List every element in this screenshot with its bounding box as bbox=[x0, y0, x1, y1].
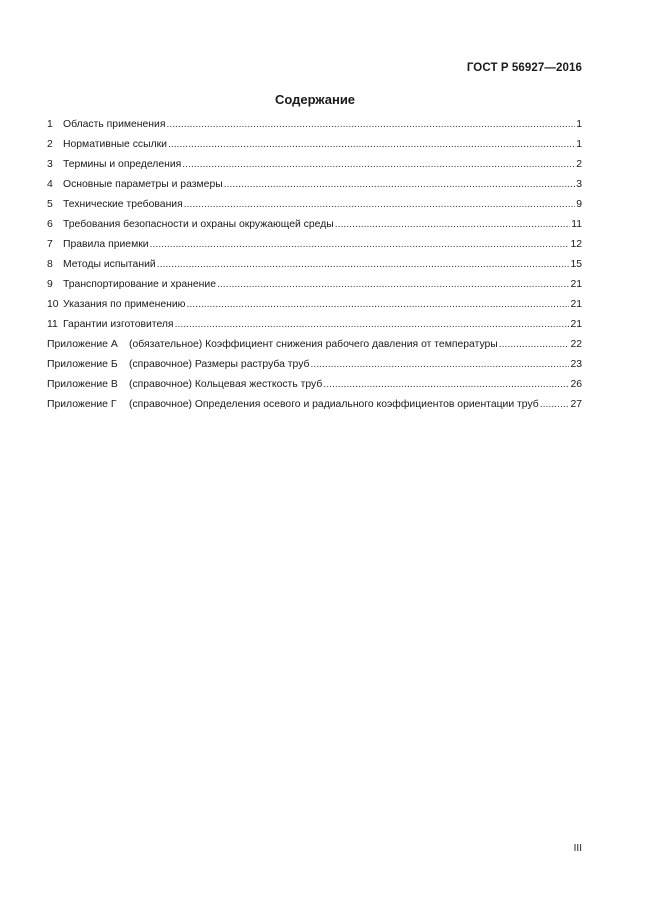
toc-entry[interactable] bbox=[47, 317, 582, 337]
toc-entry-title: Указания по применению bbox=[63, 299, 186, 310]
toc-entry-page: 21 bbox=[570, 299, 582, 310]
toc-entry-page: 12 bbox=[570, 239, 582, 250]
toc-leader-dots bbox=[224, 177, 576, 192]
toc-entry-title: (обязательное) Коэффициент снижения рабочего давления от температуры bbox=[129, 339, 498, 350]
toc-entry-page: 21 bbox=[570, 279, 582, 290]
toc-entry-page: 27 bbox=[570, 399, 582, 410]
toc-entry-page: 21 bbox=[570, 319, 582, 330]
toc-entry-title: (справочное) Размеры раструба труб bbox=[129, 359, 310, 370]
toc-entry-number: 7 bbox=[47, 239, 53, 250]
toc-appendix-label: Приложение Б bbox=[47, 359, 118, 370]
toc-entry-page: 15 bbox=[570, 259, 582, 270]
toc-appendix-label: Приложение В bbox=[47, 379, 118, 390]
page-number: III bbox=[573, 843, 582, 854]
toc-entry-number: 1 bbox=[47, 119, 53, 130]
toc-entry-number: 10 bbox=[47, 299, 59, 310]
toc-entry[interactable] bbox=[47, 297, 582, 317]
toc-entry-title: Нормативные ссылки bbox=[63, 139, 167, 150]
toc-entry[interactable] bbox=[47, 137, 582, 157]
toc-entry-page: 11 bbox=[571, 219, 582, 230]
toc-entry-number: 3 bbox=[47, 159, 53, 170]
toc-entry-page: 3 bbox=[576, 179, 582, 190]
toc-entry-page: 1 bbox=[576, 119, 582, 130]
toc-entry-page: 22 bbox=[570, 339, 582, 350]
toc-entry[interactable] bbox=[47, 157, 582, 177]
toc-leader-dots bbox=[184, 197, 575, 212]
toc-entry-title: Требования безопасности и охраны окружающей среды bbox=[63, 219, 334, 230]
toc-entry-appendix[interactable] bbox=[47, 357, 582, 377]
toc-entry[interactable] bbox=[47, 277, 582, 297]
toc-leader-dots bbox=[499, 337, 570, 352]
toc-entry[interactable] bbox=[47, 257, 582, 277]
toc-leader-dots bbox=[310, 357, 569, 372]
toc-leader-dots bbox=[166, 117, 575, 132]
document-code: ГОСТ Р 56927—2016 bbox=[466, 62, 582, 74]
toc-entry-title: (справочное) Определения осевого и радиального коэффициентов ориентации труб bbox=[129, 399, 539, 410]
toc-entry-title: Основные параметры и размеры bbox=[63, 179, 223, 190]
toc-appendix-label: Приложение А bbox=[47, 339, 118, 350]
toc-entry-page: 9 bbox=[576, 199, 582, 210]
toc-leader-dots bbox=[540, 397, 570, 412]
toc-leader-dots bbox=[168, 137, 575, 152]
toc-entry-page: 1 bbox=[576, 139, 582, 150]
toc-entry-title: Методы испытаний bbox=[63, 259, 156, 270]
toc-entry-appendix[interactable] bbox=[47, 337, 582, 357]
toc-entry-number: 6 bbox=[47, 219, 53, 230]
toc-entry-title: Транспортирование и хранение bbox=[63, 279, 217, 290]
toc-leader-dots bbox=[217, 277, 569, 292]
toc-entry-page: 2 bbox=[576, 159, 582, 170]
toc-leader-dots bbox=[175, 317, 570, 332]
toc-appendix-label: Приложение Г bbox=[47, 399, 117, 410]
toc-leader-dots bbox=[182, 157, 575, 172]
toc-leader-dots bbox=[157, 257, 570, 272]
toc-entry-appendix[interactable] bbox=[47, 377, 582, 397]
toc-entry-title: (справочное) Кольцевая жесткость труб bbox=[129, 379, 323, 390]
toc-entry-number: 11 bbox=[47, 319, 58, 330]
toc-entry-title: Область применения bbox=[63, 119, 166, 130]
toc-title: Содержание bbox=[274, 92, 356, 107]
toc-entry[interactable] bbox=[47, 117, 582, 137]
toc-entry-page: 23 bbox=[570, 359, 582, 370]
toc-entry[interactable] bbox=[47, 217, 582, 237]
toc-entry-page: 26 bbox=[570, 379, 582, 390]
toc-entry-title: Правила приемки bbox=[63, 239, 149, 250]
toc-entry-appendix[interactable] bbox=[47, 397, 582, 417]
toc-entry-number: 9 bbox=[47, 279, 53, 290]
toc-leader-dots bbox=[186, 297, 569, 312]
toc-entry-title: Гарантии изготовителя bbox=[63, 319, 174, 330]
toc-entry-number: 5 bbox=[47, 199, 53, 210]
toc-entry-number: 8 bbox=[47, 259, 53, 270]
toc-entry-number: 4 bbox=[47, 179, 53, 190]
toc-leader-dots bbox=[323, 377, 569, 392]
table-of-contents bbox=[47, 117, 582, 417]
toc-entry-title: Термины и определения bbox=[63, 159, 182, 170]
toc-leader-dots bbox=[335, 217, 570, 232]
toc-entry-number: 2 bbox=[47, 139, 53, 150]
toc-entry-title: Технические требования bbox=[63, 199, 183, 210]
toc-entry[interactable] bbox=[47, 237, 582, 257]
toc-entry[interactable] bbox=[47, 177, 582, 197]
toc-entry[interactable] bbox=[47, 197, 582, 217]
toc-leader-dots bbox=[150, 237, 570, 252]
